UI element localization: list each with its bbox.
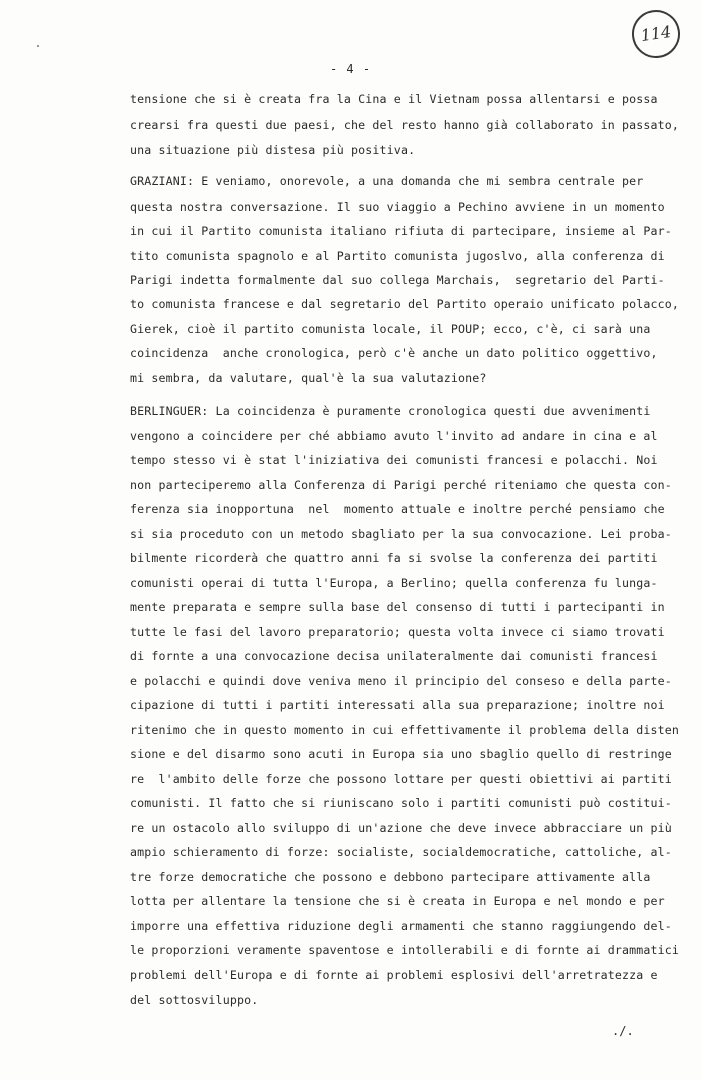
ink-speck (37, 45, 39, 47)
text-line: crearsi fra questi due paesi, che del resto hanno già collaborato in passato, (130, 118, 680, 132)
text-line: le proporzioni veramente spaventose e intollerabili e di fornte ai drammatici (130, 943, 680, 957)
text-line: e polacchi e quindi dove veniva meno il principio del conseso e della parte- (130, 674, 672, 688)
text-line: si sia proceduto con un metodo sbagliato per la sua convocazione. Lei proba- (130, 527, 672, 541)
text-line: re l'ambito delle forze che possono lottare per questi obiettivi ai partiti (130, 772, 672, 786)
text-line: questa nostra conversazione. Il suo viaggio a Pechino avviene in un momento (130, 200, 665, 214)
text-line: imporre una effettiva riduzione degli armamenti che stanno raggiungendo del- (130, 919, 672, 933)
text-line: tre forze democratiche che possono e debbono partecipare attivamente alla (130, 870, 651, 884)
text-line: GRAZIANI: E veniamo, onorevole, a una domanda che mi sembra centrale per (130, 174, 644, 188)
text-line: del sottosviluppo. (130, 993, 259, 1007)
text-line: bilmente ricorderà che quattro anni fa si svolse la conferenza dei partiti (130, 551, 658, 565)
text-line: ampio schieramento di forze: socialiste, socialdemocratiche, cattoliche, al- (130, 845, 672, 859)
text-line: comunisti. Il fatto che si riuniscano solo i partiti comunisti può costitui- (130, 796, 672, 810)
text-line: di fornte a una convocazione decisa unilateralmente dai comunisti francesi (130, 649, 658, 663)
text-line: to comunista francese e dal segretario del Partito operaio unificato polacco, (130, 297, 680, 311)
text-line: BERLINGUER: La coincidenza è puramente cronologica questi due avvenimenti (130, 404, 651, 418)
text-line: Parigi indetta formalmente dal suo collega Marchais, segretario del Parti- (130, 273, 665, 287)
text-line: mente preparata e sempre sulla base del consenso di tutti i partecipanti in (130, 600, 665, 614)
text-line: re un ostacolo allo sviluppo di un'azione che deve invece abbracciare un più (130, 821, 672, 835)
text-line: tempo stesso vi è stat l'iniziativa dei comunisti francesi e polacchi. Noi (130, 453, 658, 467)
text-line: coincidenza anche cronologica, però c'è anche un dato politico oggettivo, (130, 346, 658, 360)
text-line: in cui il Partito comunista italiano rifiuta di partecipare, insieme al Par- (130, 224, 672, 238)
text-line: lotta per allentare la tensione che si è creata in Europa e nel mondo e per (130, 894, 665, 908)
page-number: - 4 - (329, 62, 372, 76)
text-line: tutte le fasi del lavoro preparatorio; questa volta invece ci siamo trovati (130, 625, 665, 639)
text-line: una situazione più distesa più positiva. (130, 143, 416, 157)
text-line: ritenimo che in questo momento in cui effettivamente il problema della disten (130, 723, 680, 737)
continuation-mark: ./. (612, 1024, 634, 1038)
text-line: ferenza sia inopportuna nel momento attuale e inoltre perché pensiamo che (130, 502, 665, 516)
text-line: mi sembra, da valutare, qual'è la sua valutazione? (130, 371, 487, 385)
text-line: tito comunista spagnolo e al Partito comunista jugoslvo, alla conferenza di (130, 249, 665, 263)
text-line: non parteciperemo alla Conferenza di Parigi perché riteniamo che questa con- (130, 478, 672, 492)
text-line: problemi dell'Europa e di fornte ai problemi esplosivi dell'arretratezza e (130, 968, 658, 982)
text-line: comunisti operai di tutta l'Europa, a Berlino; quella conferenza fu lunga- (130, 576, 658, 590)
text-line: vengono a coincidere per ché abbiamo avuto l'invito ad andare in cina e al (130, 429, 658, 443)
text-line: cipazione di tutti i partiti interessati alla sua preparazione; inoltre noi (130, 698, 665, 712)
text-line: tensione che si è creata fra la Cina e il Vietnam possa allentarsi e possa (130, 92, 658, 106)
text-line: Gierek, cioè il partito comunista locale, il POUP; ecco, c'è, ci sarà una (130, 322, 651, 336)
text-line: sione e del disarmo sono acuti in Europa sia uno sbaglio quello di restringe (130, 747, 672, 761)
archive-stamp: 114 (629, 7, 683, 61)
